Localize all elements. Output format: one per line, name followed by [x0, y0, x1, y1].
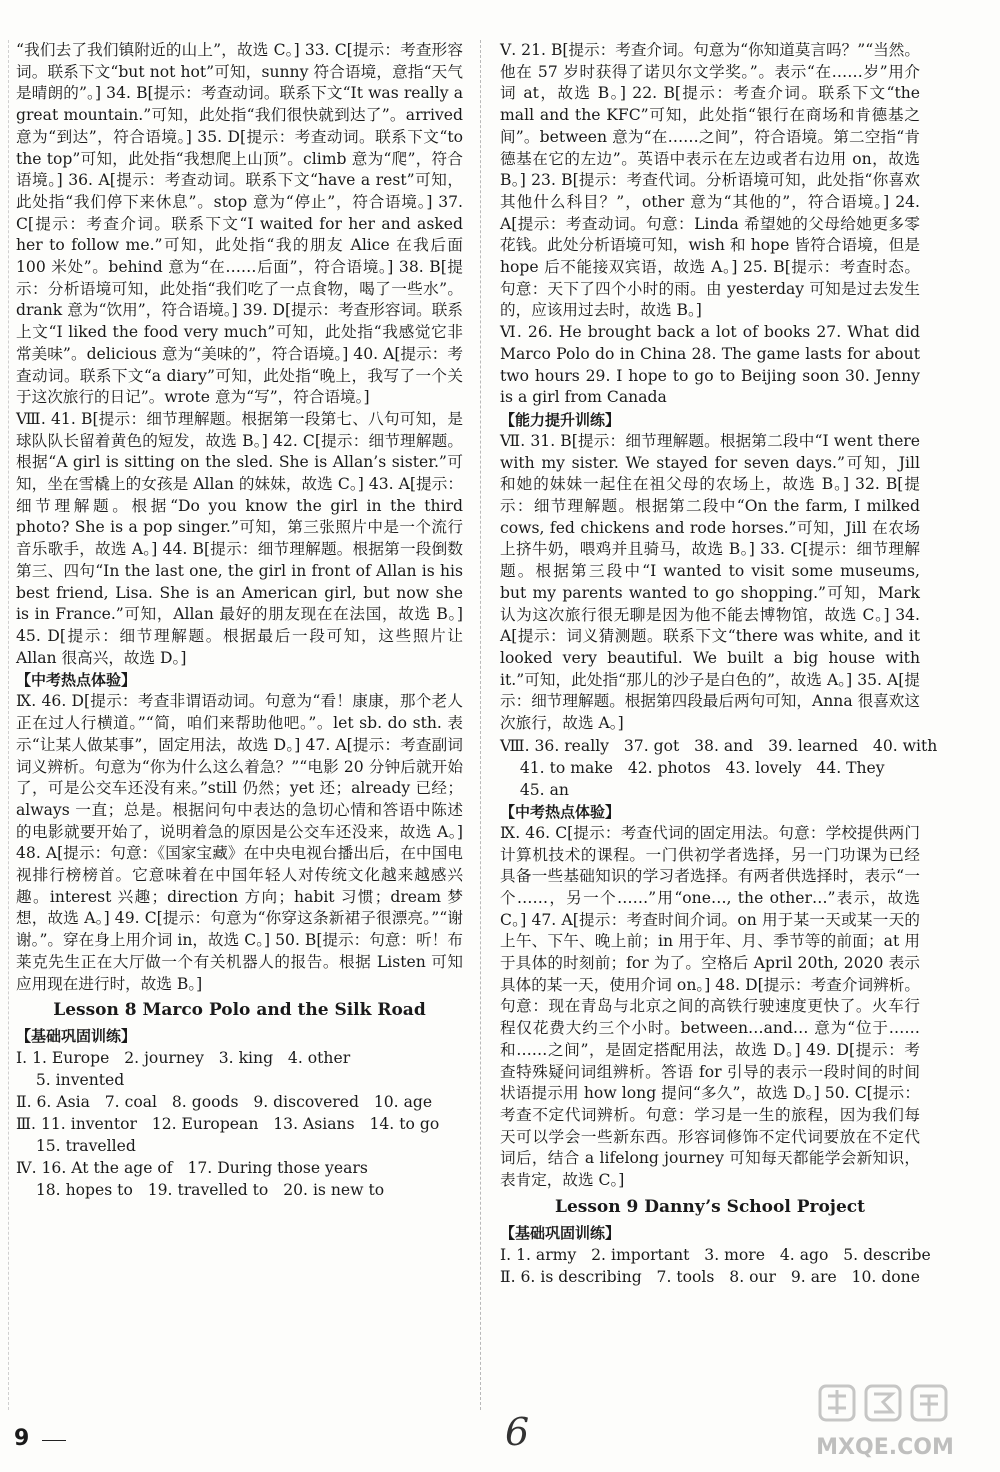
watermark-logo-icon: [780, 1380, 990, 1470]
right-answers-section-6: Ⅵ. 26. He brought back a lot of books 27. What did Marco Polo do in China 28. The game lasts for about two hours 29. I hope to go to Beijing soon 30. Jenny is a girl from Canada: [500, 323, 920, 407]
answer-line: Ⅳ. 16. At the age of 17. During those years: [16, 1159, 368, 1178]
answer-line: 41. to make 42. photos 43. lovely 44. They: [500, 758, 885, 777]
answer-line: Ⅰ. 1. army 2. important 3. more 4. ago 5. describe: [500, 1245, 931, 1264]
answer-line: 18. hopes to 19. travelled to 20. is new to: [16, 1181, 385, 1200]
right-answers-section-7: Ⅶ. 31. B[提示：细节理解题。根据第二段中“I went there with my sister. We stayed for seven days.”可知，Jill 和她的妹妹一起住在祖父母的农场上，故选 B。] 32. B[提示：细节理解题。根据第二段中“On the farm, I milked cows, fed chickens and rode horses.”可知，Jill 在农场上挤牛奶，喂鸡并且骑马，故选 B。] 33. C[提示：细节理解题。根据第三段中“I wanted to visit some museums, but my parents wanted to go shopping.”可知，Mark 认为这次旅行很无聊是因为他不能去博物馆，故选 C。] 34. A[提示：词义猜测题。联系下文“there was white, and it looked very beautiful. We built a big house with it.”可知，此处指“那儿的沙子是白色的”，故选 A。] 35. A[提示：细节理解题。根据第四段最后两句可知，Anna 很喜欢这次旅行，故选 A。]: [500, 431, 920, 733]
page-number: 9: [14, 1426, 30, 1451]
answer-line: 15. travelled: [16, 1137, 136, 1156]
section-heading-basic-training: 【基础巩固训练】: [500, 1223, 621, 1242]
watermark-text: MXQE.COM: [816, 1435, 954, 1460]
answer-line: Ⅲ. 11. inventor 12. European 13. Asians 14. to go: [16, 1115, 440, 1134]
section-heading-exam-hotspot: 【中考热点体验】: [500, 802, 621, 821]
left-column: [16, 40, 463, 1201]
answer-line: Ⅰ. 1. Europe 2. journey 3. king 4. other: [16, 1049, 351, 1068]
section-heading-ability-training: 【能力提升训练】: [500, 410, 621, 429]
right-column: [500, 40, 938, 1288]
answer-line: 45. an: [500, 780, 569, 799]
answer-line: Ⅱ. 6. Asia 7. coal 8. goods 9. discovered 10. age: [16, 1093, 433, 1112]
section-heading-basic-training: 【基础巩固训练】: [16, 1027, 137, 1046]
left-answers-section-8: Ⅷ. 41. B[提示：细节理解题。根据第一段第七、八句可知，是球队队长留着黄色的短发，故选 B。] 42. C[提示：细节理解题。根据“A girl is sitting on the sled. She is Allan’s sister.”可知，坐在雪橇上的女孩是 Allan 的妹妹，故选 C。] 43. A[提示：细节理解题。根据“Do you know the girl in the third photo? She is a pop singer.”可知，第三张照片中是一个流行音乐歌手，故选 A。] 44. B[提示：细节理解题。根据第一段倒数第三、四句“In the last one, the girl in front of Allan is his best friend, Lisa. She is an American girl, but now she is in France.”可知，Allan 最好的朋友现在在法国，故选 B。] 45. D[提示：细节理解题。根据最后一段可知，这些照片让 Allan 很高兴，故选 D。]: [16, 409, 463, 667]
page-number-dash: [42, 1440, 66, 1441]
column-divider: [480, 40, 481, 1410]
left-answers-section-9: Ⅸ. 46. D[提示：考查非谓语动词。句意为“看！康康，那个老人正在过人行横道。”“简，咱们来帮助他吧。”。let sb. do sth. 表示“让某人做某事”，固定用法，故选 D。] 47. A[提示：考查副词词义辨析。句意为“你为什么这么着急？”“电影 20 分钟后就开始了，可是公交车还没有来。”still 仍然；yet 还；already 已经；always 一直；总是。根据问句中表达的急切心情和答语中陈述的电影就要开始了，说明着急的原因是公交车还没来，故选 A。] 48. A[提示：句意：《国家宝藏》在中央电视台播出后，在中国电视排行榜榜首。它意味着在中国年轻人对传统文化越来越感兴趣。interest 兴趣；direction 方向；habit 习惯；dream 梦想，故选 A。] 49. C[提示：句意为“你穿这条新裙子很漂亮。”“谢谢。”。穿在身上用介词 in，故选 C。] 50. B[提示：句意：听！布莱克先生正在大厅做一个有关机器人的报告。根据 Listen 可知应用现在进行时，故选 B。]: [16, 692, 463, 993]
right-answers-section-5: Ⅴ. 21. B[提示：考查介词。句意为“你知道莫言吗？”“当然。他在 57 岁时获得了诺贝尔文学奖。”。表示“在……岁”用介词 at，故选 B。] 22. B[提示：考查介词。联系下文“the mall and the KFC”可知，此处指“银行在商场和肯德基之间”。between 意为“在……之间”，符合语境。第二空指“肯德基在它的左边”。英语中表示在左边或者右边用 on，故选 B。] 23. B[提示：考查代词。分析语境可知，此处指“你喜欢其他什么科目？”，other 意为“其他的”，符合语境。] 24. A[提示：考查动词。句意：Linda 希望她的父母给她更多零花钱。此处分析语境可知，wish 和 hope 皆符合语境，但是 hope 后不能接双宾语，故选 A。] 25. B[提示：考查时态。句意：天下了四个小时的雨。由 yesterday 可知是过去发生的，应该用过去时，故选 B。]: [500, 41, 920, 320]
left-answers-33-40: “我们去了我们镇附近的山上”，故选 C。] 33. C[提示：考查形容词。联系下文“but not hot”可知，sunny 符合语境，意指“天气是晴朗的”。] 34. B[提示：考查动词。联系下文“It was really a great mountain.”可知，此处指“我们很快就到达了”。arrived 意为“到达”，符合语境。] 35. D[提示：考查动词。联系下文“to the top”可知，此处指“我想爬上山顶”。climb 意为“爬”，符合语境。] 36. A[提示：考查动词。联系下文“have a rest”可知，此处指“我们停下来休息”。stop 意为“停止”，符合语境。] 37. C[提示：考查介词。联系下文“I waited for her and asked her to follow me.”可知，此处指“我的朋友 Alice 在我后面 100 米处”。behind 意为“在……后面”，符合语境。] 38. B[提示：分析语境可知，此处指“我们吃了一点食物，喝了一些水”。drank 意为“饮用”，符合语境。] 39. D[提示：考查形容词。联系上文“I liked the food very much”可知，此处指“我感觉它非常美味”。delicious 意为“美味的”，符合语境。] 40. A[提示：考查动词。联系下文“a diary”可知，此处指“晚上，我写了一个关于这次旅行的日记”。wrote 意为“写”，符合语境。]: [16, 41, 464, 407]
left-margin-rule: [8, 40, 9, 1410]
right-answers-section-9: Ⅸ. 46. C[提示：考查代词的固定用法。句意：学校提供两门计算机技术的课程。一门供初学者选择，另一门功课为已经具备一些基础知识的学习者选择。有两者供选择时，表示“一个……，另一个……”用“one…, the other…”表示，故选 C。] 47. A[提示：考查时间介词。on 用于某一天或某一天的上午、下午、晚上前；in 用于年、月、季节等的前面；at 用于具体的时刻前；for 为了。空格后 April 20th, 2020 表示具体的某一天，使用介词 on。] 48. D[提示：考查介词辨析。句意：现在青岛与北京之间的高铁行驶速度更快了。火车行程仅花费大约三个小时。between…and… 意为“位于……和……之间”，是固定搭配用法，故选 D。] 49. D[提示：考查特殊疑问词组辨析。答语 for 引导的表示一段时间的时间状语提示用 how long 提问“多久”，故选 D。] 50. C[提示：考查不定代词辨析。句意：学习是一生的旅程，因为我们每天可以学会一些新东西。形容词修饰不定代词要放在不定代词后，结合 a lifelong journey 可知每天都能学会新知识，表肯定，故选 C。]: [500, 823, 920, 1190]
section-heading-exam-hotspot: 【中考热点体验】: [16, 671, 137, 690]
lesson-9-title: Lesson 9 Danny’s School Project: [555, 1196, 865, 1217]
handwritten-mark: 6: [505, 1410, 530, 1454]
answer-line: Ⅱ. 6. is describing 7. tools 8. our 9. are 10. done: [500, 1267, 920, 1286]
lesson-8-title: Lesson 8 Marco Polo and the Silk Road: [53, 1000, 426, 1021]
answer-line: Ⅷ. 36. really 37. got 38. and 39. learned 40. with: [500, 736, 938, 755]
answer-line: 5. invented: [16, 1071, 125, 1090]
